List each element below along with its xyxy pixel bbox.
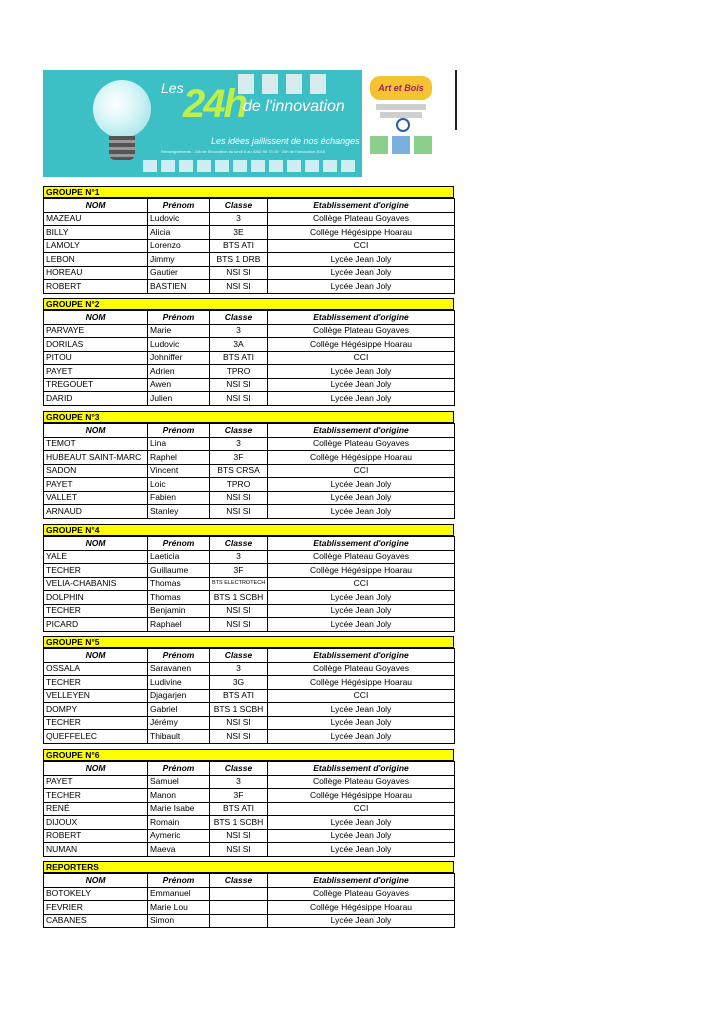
table-row: [44, 491, 455, 505]
table-row: [44, 775, 455, 789]
cell-prenom: Gabriel: [148, 703, 210, 717]
table-row: [44, 451, 455, 465]
table-row: [44, 226, 455, 240]
header-nom: NOM: [44, 199, 148, 213]
cell-etablissement: Lycée Jean Joly: [268, 914, 455, 928]
table-row: [44, 550, 455, 564]
cell-classe: 3G: [210, 676, 268, 690]
cell-etablissement: Lycée Jean Joly: [268, 591, 455, 605]
group-table: [43, 873, 455, 928]
cell-etablissement: CCI: [268, 802, 455, 816]
cell-etablissement: Collège Hégésippe Hoarau: [268, 226, 455, 240]
header-etablissement: Etablissement d'origine: [268, 537, 455, 551]
cell-etablissement: Collège Hégésippe Hoarau: [268, 789, 455, 803]
cell-prenom: Samuel: [148, 775, 210, 789]
table-row: [44, 478, 455, 492]
cell-prenom: Julien: [148, 392, 210, 406]
header-prenom: Prénom: [148, 311, 210, 325]
cell-classe: 3: [210, 324, 268, 338]
cell-prenom: Thibault: [148, 730, 210, 744]
group-block: [43, 861, 454, 928]
cell-nom: SADON: [44, 464, 148, 478]
cell-nom: PARVAYE: [44, 324, 148, 338]
header-prenom: Prénom: [148, 874, 210, 888]
cell-prenom: Emmanuel: [148, 887, 210, 901]
cell-etablissement: Lycée Jean Joly: [268, 266, 455, 280]
cell-classe: BTS ATI: [210, 351, 268, 365]
group-table: [43, 198, 455, 294]
cell-prenom: Marie Isabe: [148, 802, 210, 816]
cell-prenom: Awen: [148, 378, 210, 392]
group-title: REPORTERS: [43, 861, 454, 873]
table-row: [44, 212, 455, 226]
cell-etablissement: Lycée Jean Joly: [268, 703, 455, 717]
header-classe: Classe: [210, 424, 268, 438]
cell-etablissement: Lycée Jean Joly: [268, 365, 455, 379]
cell-prenom: Thomas: [148, 591, 210, 605]
event-banner: [43, 70, 362, 177]
cell-etablissement: Collège Plateau Goyaves: [268, 887, 455, 901]
table-row: [44, 618, 455, 632]
cell-classe: 3F: [210, 451, 268, 465]
cell-prenom: Maeva: [148, 843, 210, 857]
cell-etablissement: Collège Hégésippe Hoarau: [268, 338, 455, 352]
cell-classe: TPRO: [210, 365, 268, 379]
cell-prenom: Romain: [148, 816, 210, 830]
cell-etablissement: Lycée Jean Joly: [268, 843, 455, 857]
table-row: [44, 689, 455, 703]
cell-nom: DARID: [44, 392, 148, 406]
table-row: [44, 239, 455, 253]
group-title: GROUPE N°5: [43, 636, 454, 648]
header-nom: NOM: [44, 762, 148, 776]
cell-etablissement: Lycée Jean Joly: [268, 618, 455, 632]
cell-nom: PAYET: [44, 775, 148, 789]
cell-etablissement: Lycée Jean Joly: [268, 816, 455, 830]
header-prenom: Prénom: [148, 537, 210, 551]
header-prenom: Prénom: [148, 649, 210, 663]
group-title: GROUPE N°1: [43, 186, 454, 198]
cell-classe: TPRO: [210, 478, 268, 492]
cell-classe: BTS 1 DRB: [210, 253, 268, 267]
group-title: GROUPE N°4: [43, 524, 454, 536]
cell-classe: BTS CRSA: [210, 464, 268, 478]
header-nom: NOM: [44, 311, 148, 325]
group-table: [43, 536, 455, 632]
partner-logos-panel: [362, 70, 452, 177]
cell-prenom: BASTIEN: [148, 280, 210, 294]
cell-prenom: Ludovic: [148, 338, 210, 352]
cell-prenom: Lorenzo: [148, 239, 210, 253]
table-row: [44, 901, 455, 915]
cell-prenom: Ludivine: [148, 676, 210, 690]
header-classe: Classe: [210, 762, 268, 776]
cell-etablissement: Lycée Jean Joly: [268, 505, 455, 519]
table-row: [44, 564, 455, 578]
cell-prenom: Djagarjen: [148, 689, 210, 703]
table-row: [44, 887, 455, 901]
header-etablissement: Etablissement d'origine: [268, 424, 455, 438]
page-margin-line: [455, 70, 457, 130]
cell-prenom: Raphel: [148, 451, 210, 465]
school-name-logo: [376, 104, 426, 110]
cell-prenom: Guillaume: [148, 564, 210, 578]
cell-classe: BTS 1 SCBH: [210, 816, 268, 830]
cell-nom: DORILAS: [44, 338, 148, 352]
header-classe: Classe: [210, 537, 268, 551]
cell-classe: NSI SI: [210, 829, 268, 843]
table-row: [44, 464, 455, 478]
cell-nom: TEMOT: [44, 437, 148, 451]
table-row: [44, 365, 455, 379]
cell-prenom: Fabien: [148, 491, 210, 505]
banner-slogan: Les idées jaillissent de nos échanges: [211, 136, 360, 146]
cell-classe: BTS ATI: [210, 802, 268, 816]
cell-nom: ARNAUD: [44, 505, 148, 519]
cell-etablissement: Collège Hégésippe Hoarau: [268, 676, 455, 690]
sponsor-logos-top: [238, 74, 328, 94]
cell-classe: NSI SI: [210, 618, 268, 632]
header-nom: NOM: [44, 424, 148, 438]
cell-nom: VELLEYEN: [44, 689, 148, 703]
partner-logos-row: [370, 136, 432, 154]
cell-etablissement: Collège Plateau Goyaves: [268, 212, 455, 226]
header-classe: Classe: [210, 199, 268, 213]
cell-classe: BTS ATI: [210, 239, 268, 253]
cell-etablissement: Lycée Jean Joly: [268, 280, 455, 294]
cell-etablissement: Collège Plateau Goyaves: [268, 662, 455, 676]
cell-etablissement: Lycée Jean Joly: [268, 730, 455, 744]
cell-nom: BILLY: [44, 226, 148, 240]
group-table: [43, 310, 455, 406]
cell-classe: 3E: [210, 226, 268, 240]
header-etablissement: Etablissement d'origine: [268, 649, 455, 663]
cell-classe: BTS ATI: [210, 689, 268, 703]
cell-etablissement: Lycée Jean Joly: [268, 253, 455, 267]
table-header-row: [44, 649, 455, 663]
header-etablissement: Etablissement d'origine: [268, 874, 455, 888]
table-row: [44, 829, 455, 843]
cell-etablissement: Lycée Jean Joly: [268, 478, 455, 492]
cell-prenom: Marie Lou: [148, 901, 210, 915]
cell-nom: PAYET: [44, 365, 148, 379]
cell-etablissement: Collège Plateau Goyaves: [268, 324, 455, 338]
group-block: [43, 749, 454, 857]
cell-nom: HUBEAUT SAINT-MARC: [44, 451, 148, 465]
cell-classe: NSI SI: [210, 378, 268, 392]
table-row: [44, 816, 455, 830]
lightbulb-base-icon: [109, 136, 135, 160]
cell-prenom: Marie: [148, 324, 210, 338]
cell-nom: BOTOKELY: [44, 887, 148, 901]
group-table: [43, 648, 455, 744]
group-title: GROUPE N°2: [43, 298, 454, 310]
cell-etablissement: Collège Plateau Goyaves: [268, 775, 455, 789]
cell-prenom: Gautier: [148, 266, 210, 280]
header-etablissement: Etablissement d'origine: [268, 311, 455, 325]
cell-classe: BTS 1 SCBH: [210, 703, 268, 717]
table-row: [44, 351, 455, 365]
cell-nom: PITOU: [44, 351, 148, 365]
cell-classe: 3F: [210, 789, 268, 803]
cell-prenom: Vincent: [148, 464, 210, 478]
cell-nom: QUEFFELEC: [44, 730, 148, 744]
table-row: [44, 505, 455, 519]
group-title: GROUPE N°3: [43, 411, 454, 423]
cell-nom: PAYET: [44, 478, 148, 492]
cite-reunion-logo: [396, 118, 410, 132]
header-classe: Classe: [210, 874, 268, 888]
table-row: [44, 703, 455, 717]
table-header-row: [44, 537, 455, 551]
cell-etablissement: CCI: [268, 464, 455, 478]
cell-classe: NSI SI: [210, 505, 268, 519]
cell-classe: BTS 1 SCBH: [210, 591, 268, 605]
table-header-row: [44, 762, 455, 776]
cell-nom: TECHER: [44, 716, 148, 730]
header-prenom: Prénom: [148, 762, 210, 776]
header-prenom: Prénom: [148, 199, 210, 213]
table-row: [44, 662, 455, 676]
cell-classe: 3: [210, 550, 268, 564]
cell-etablissement: Lycée Jean Joly: [268, 392, 455, 406]
cell-prenom: Benjamin: [148, 604, 210, 618]
group-table: [43, 761, 455, 857]
header-etablissement: Etablissement d'origine: [268, 199, 455, 213]
group-block: [43, 411, 454, 519]
cell-prenom: Saravanen: [148, 662, 210, 676]
header-nom: NOM: [44, 537, 148, 551]
cell-nom: VELIA-CHABANIS: [44, 577, 148, 591]
cell-classe: 3: [210, 212, 268, 226]
cell-etablissement: Lycée Jean Joly: [268, 829, 455, 843]
cell-nom: ROBERT: [44, 280, 148, 294]
banner-les: Les: [161, 80, 184, 96]
cell-classe: [210, 887, 268, 901]
cell-etablissement: Lycée Jean Joly: [268, 491, 455, 505]
cell-nom: FEVRIER: [44, 901, 148, 915]
cell-nom: RENÉ: [44, 802, 148, 816]
table-row: [44, 324, 455, 338]
cell-nom: CABANES: [44, 914, 148, 928]
cell-nom: MAZEAU: [44, 212, 148, 226]
cell-prenom: Aymeric: [148, 829, 210, 843]
cell-nom: OSSALA: [44, 662, 148, 676]
cell-etablissement: Lycée Jean Joly: [268, 604, 455, 618]
cell-etablissement: Collège Hégésippe Hoarau: [268, 451, 455, 465]
cell-nom: TECHER: [44, 604, 148, 618]
cell-etablissement: Lycée Jean Joly: [268, 716, 455, 730]
cell-prenom: Simon: [148, 914, 210, 928]
cell-prenom: Thomas: [148, 577, 210, 591]
table-row: [44, 392, 455, 406]
cell-etablissement: CCI: [268, 351, 455, 365]
header-etablissement: Etablissement d'origine: [268, 762, 455, 776]
cell-nom: DOLPHIN: [44, 591, 148, 605]
header-prenom: Prénom: [148, 424, 210, 438]
table-row: [44, 378, 455, 392]
banner-24h: 24h: [183, 82, 246, 126]
table-header-row: [44, 199, 455, 213]
table-row: [44, 730, 455, 744]
cell-prenom: Jimmy: [148, 253, 210, 267]
lightbulb-icon: [93, 80, 151, 138]
cell-etablissement: Collège Hégésippe Hoarau: [268, 901, 455, 915]
cell-nom: NUMAN: [44, 843, 148, 857]
table-row: [44, 914, 455, 928]
cell-nom: HOREAU: [44, 266, 148, 280]
table-row: [44, 437, 455, 451]
group-title: GROUPE N°6: [43, 749, 454, 761]
group-block: [43, 524, 454, 632]
cell-classe: NSI SI: [210, 392, 268, 406]
cell-nom: TECHER: [44, 676, 148, 690]
header-classe: Classe: [210, 649, 268, 663]
header-classe: Classe: [210, 311, 268, 325]
cell-nom: LEBON: [44, 253, 148, 267]
table-row: [44, 716, 455, 730]
table-row: [44, 843, 455, 857]
cell-nom: TECHER: [44, 564, 148, 578]
cell-etablissement: CCI: [268, 239, 455, 253]
cell-etablissement: Collège Plateau Goyaves: [268, 550, 455, 564]
cell-nom: PICARD: [44, 618, 148, 632]
cell-etablissement: CCI: [268, 577, 455, 591]
cell-nom: TECHER: [44, 789, 148, 803]
cell-classe: 3: [210, 437, 268, 451]
table-header-row: [44, 874, 455, 888]
cell-classe: 3: [210, 662, 268, 676]
cell-nom: DOMPY: [44, 703, 148, 717]
cell-classe: NSI SI: [210, 730, 268, 744]
cell-nom: LAMOLY: [44, 239, 148, 253]
cell-etablissement: Collège Hégésippe Hoarau: [268, 564, 455, 578]
table-row: [44, 789, 455, 803]
cell-prenom: Ludovic: [148, 212, 210, 226]
table-row: [44, 280, 455, 294]
cell-etablissement: CCI: [268, 689, 455, 703]
cell-classe: NSI SI: [210, 266, 268, 280]
group-block: [43, 636, 454, 744]
cell-prenom: Stanley: [148, 505, 210, 519]
banner-info: Renseignements : 24h de l'innovation du lundi 8 au 0262 96 73 10 · 24h de l'innovation 2016: [161, 149, 326, 154]
cell-classe: NSI SI: [210, 843, 268, 857]
cell-prenom: Jérémy: [148, 716, 210, 730]
cell-classe: 3: [210, 775, 268, 789]
cell-nom: VALLET: [44, 491, 148, 505]
sponsor-logos-bottom: [143, 160, 358, 172]
cell-prenom: Lina: [148, 437, 210, 451]
cell-prenom: Loic: [148, 478, 210, 492]
cell-classe: NSI SI: [210, 716, 268, 730]
table-header-row: [44, 424, 455, 438]
cell-nom: YALE: [44, 550, 148, 564]
group-table: [43, 423, 455, 519]
cell-prenom: Adrien: [148, 365, 210, 379]
table-row: [44, 802, 455, 816]
cell-etablissement: Collège Plateau Goyaves: [268, 437, 455, 451]
cell-prenom: Alicia: [148, 226, 210, 240]
table-row: [44, 338, 455, 352]
cell-classe: NSI SI: [210, 604, 268, 618]
cell-nom: TREGOUET: [44, 378, 148, 392]
table-row: [44, 604, 455, 618]
cell-prenom: Johniffer: [148, 351, 210, 365]
cell-prenom: Raphael: [148, 618, 210, 632]
art-et-bois-logo: Art et Bois: [370, 76, 432, 100]
table-row: [44, 266, 455, 280]
cell-classe: 3F: [210, 564, 268, 578]
group-block: [43, 186, 454, 294]
cell-nom: ROBERT: [44, 829, 148, 843]
banner-innovation: de l'innovation: [243, 98, 345, 115]
cell-prenom: Laeticia: [148, 550, 210, 564]
header-nom: NOM: [44, 649, 148, 663]
group-block: [43, 298, 454, 406]
table-row: [44, 676, 455, 690]
table-header-row: [44, 311, 455, 325]
table-row: [44, 591, 455, 605]
cell-classe: NSI SI: [210, 280, 268, 294]
table-row: [44, 253, 455, 267]
cell-etablissement: Lycée Jean Joly: [268, 378, 455, 392]
table-row: [44, 577, 455, 591]
cell-classe: NSI SI: [210, 491, 268, 505]
cell-classe: 3A: [210, 338, 268, 352]
header-nom: NOM: [44, 874, 148, 888]
cell-classe: [210, 914, 268, 928]
cell-classe: BTS ELECTROTECH: [210, 577, 268, 591]
cell-classe: [210, 901, 268, 915]
cell-nom: DIJOUX: [44, 816, 148, 830]
cell-prenom: Manon: [148, 789, 210, 803]
